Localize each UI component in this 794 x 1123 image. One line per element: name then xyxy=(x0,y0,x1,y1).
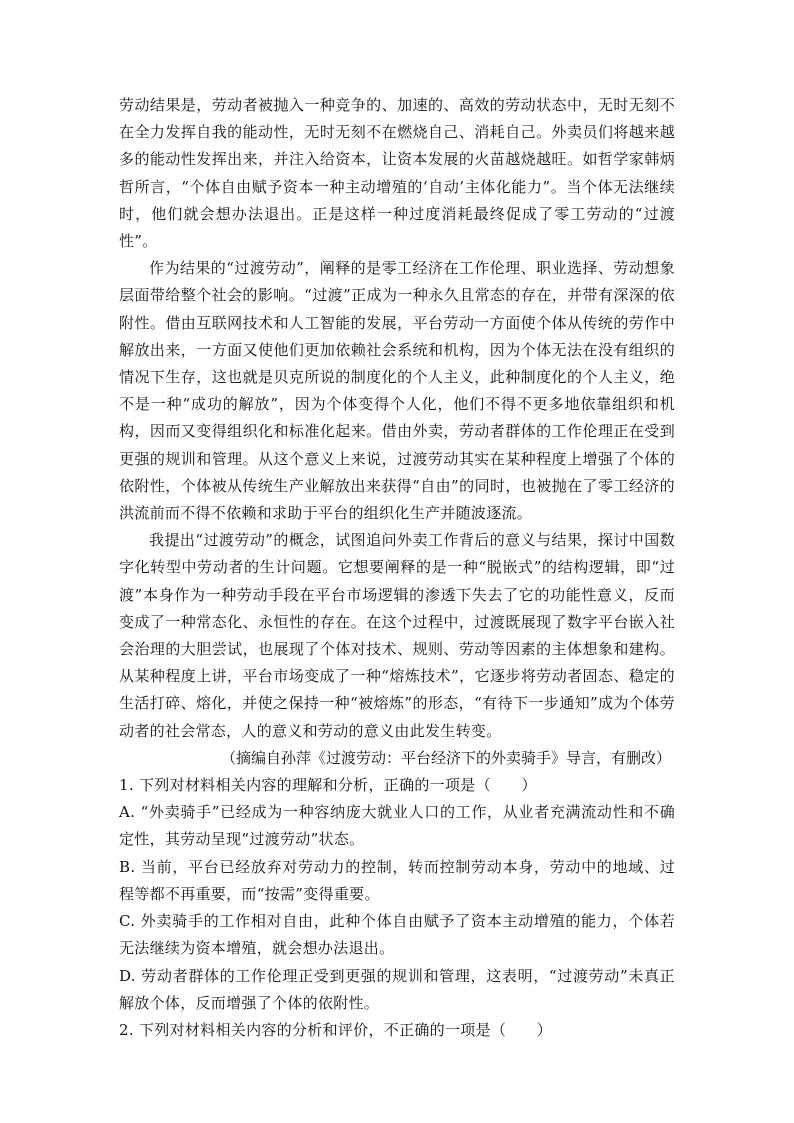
document-page xyxy=(119,92,675,1044)
passage-paragraph-2: 作为结果的“过渡劳动”，阐释的是零工经济在工作伦理、职业选择、劳动想象层面带给整个社会的影响。“过渡”正成为一种永久且常态的存在，并带有深深的依附性。借由互联网技术和人工智能的发展，平台劳动一方面使个体从传统的劳作中解放出来，一方面又使他们更加依赖社会系统和机构，因为个体无法在没有组织的情况下生存，这也就是贝克所说的制度化的个人主义，此种制度化的个人主义，绝不是一种“成功的解放”，因为个体变得个人化，他们不得不更多地依靠组织和机构，因而又变得组织化和标准化起来。借由外卖，劳动者群体的工作伦理正在受到更强的规训和管理。从这个意义上来说，过渡劳动其实在某种程度上增强了个体的依附性，个体被从传统生产业解放出来获得“自由”的同时，也被抛在了零工经济的洪流前而不得不依赖和求助于平台的组织化生产并随波逐流。 xyxy=(119,259,675,523)
passage-source: （摘编自孙萍《过渡劳动：平台经济下的外卖骑手》导言，有删改） xyxy=(220,748,671,767)
option-d: D. 劳动者群体的工作伦理正受到更强的规训和管理，这表明，“过渡劳动”未真正解放个体，反而增强了个体的依附性。 xyxy=(119,966,675,1012)
passage-paragraph-3: 我提出“过渡劳动”的概念，试图追问外卖工作背后的意义与结果，探讨中国数字化转型中劳动者的生计问题。它想要阐释的是一种“脱嵌式”的结构逻辑，即“过渡”本身作为一种劳动手段在平台市场逻辑的渗透下失去了它的功能性意义，反而变成了一种常态化、永恒性的存在。在这个过程中，过渡既展现了数字平台嵌入社会治理的大胆尝试，也展现了个体对技术、规则、劳动等因素的主体想象和建构。从某种程度上讲，平台市场变成了一种“熔炼技术”，它逐步将劳动者固态、稳定的生活打碎、熔化，并使之保持一种“被熔炼”的形态，“有待下一步通知”成为个体劳动者的社会常态，人的意义和劳动的意义由此发生转变。 xyxy=(119,531,675,740)
question-2 xyxy=(119,1017,675,1044)
option-b: B. 当前，平台已经放弃对劳动力的控制，转而控制劳动本身，劳动中的地域、过程等都不再重要，而“按需”变得重要。 xyxy=(119,857,675,903)
question-1 xyxy=(119,772,675,1017)
question-stem: 1. 下列对材料相关内容的理解和分析，正确的一项是（ ） xyxy=(119,776,537,795)
question-stem: 2. 下列对材料相关内容的分析和评价，不正确的一项是（ ） xyxy=(119,1020,553,1039)
option-c: C. 外卖骑手的工作相对自由，此种个体自由赋予了资本主动增殖的能力，个体若无法继续为资本增殖，就会想办法退出。 xyxy=(119,912,675,958)
option-a: A. “外卖骑手”已经成为一种容纳庞大就业人口的工作，从业者充满流动性和不确定性，其劳动呈现“过渡劳动”状态。 xyxy=(119,803,675,849)
passage-paragraph-1: 劳动结果是，劳动者被抛入一种竞争的、加速的、高效的劳动状态中，无时无刻不在全力发挥自我的能动性，无时无刻不在燃烧自己、消耗自己。外卖员们将越来越多的能动性发挥出来，并注入给资本，让资本发展的火苗越烧越旺。如哲学家韩炳哲所言，“个体自由赋予资本一种主动增殖的‘自动’主体化能力”。当个体无法继续时，他们就会想办法退出。正是这样一种过度消耗最终促成了零工劳动的“过渡性”。 xyxy=(119,96,675,251)
